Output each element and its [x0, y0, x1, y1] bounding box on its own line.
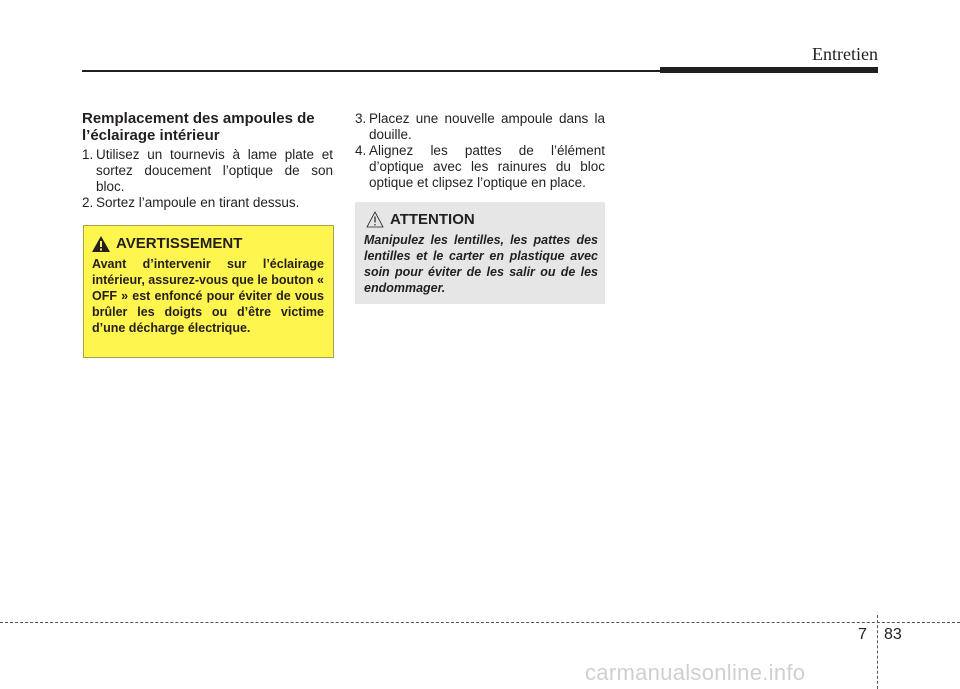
footer-divider — [877, 615, 878, 689]
step-number: 1. — [82, 147, 94, 162]
caution-triangle-icon — [366, 211, 384, 228]
warning-triangle-icon — [92, 236, 110, 252]
watermark: carmanualsonline.info — [585, 660, 806, 685]
warning-heading — [92, 235, 242, 252]
attention-text: Manipulez les lentilles, les pattes des lentilles et le carter en plastique avec soin pour éviter de les salir ou de les endommager. — [364, 233, 598, 295]
page-header-title: Entretien — [812, 44, 878, 64]
step-number: 3. — [355, 111, 367, 126]
attention-title: ATTENTION — [390, 211, 475, 228]
page-number: 83 — [884, 626, 902, 643]
chapter-number: 7 — [858, 626, 867, 643]
step-3 — [355, 111, 605, 143]
header-rule — [82, 70, 660, 72]
header-rule-accent — [660, 67, 878, 73]
warning-title: AVERTISSEMENT — [116, 235, 243, 252]
step-text: Placez une nouvelle ampoule dans la douille. — [369, 111, 605, 142]
footer-rule — [0, 622, 960, 623]
step-number: 4. — [355, 143, 367, 158]
step-text: Alignez les pattes de l’élément d’optique avec les rainures du bloc optique et clipsez l’optique en place. — [369, 143, 605, 190]
attention-heading — [366, 211, 475, 228]
section-title: Remplacement des ampoules de l’éclairage intérieur — [82, 110, 315, 144]
step-4 — [355, 143, 605, 191]
step-1 — [82, 147, 333, 195]
warning-text: Avant d’intervenir sur l’éclairage intérieur, assurez-vous que le bouton « OFF » est enfoncé pour éviter de vous brûler les doigts ou d’être victime d’une décharge électrique. — [92, 257, 324, 335]
step-number: 2. — [82, 195, 94, 210]
step-text: Utilisez un tournevis à lame plate et sortez doucement l’optique de son bloc. — [96, 147, 333, 194]
step-text: Sortez l’ampoule en tirant dessus. — [96, 195, 300, 210]
step-2 — [82, 195, 333, 211]
